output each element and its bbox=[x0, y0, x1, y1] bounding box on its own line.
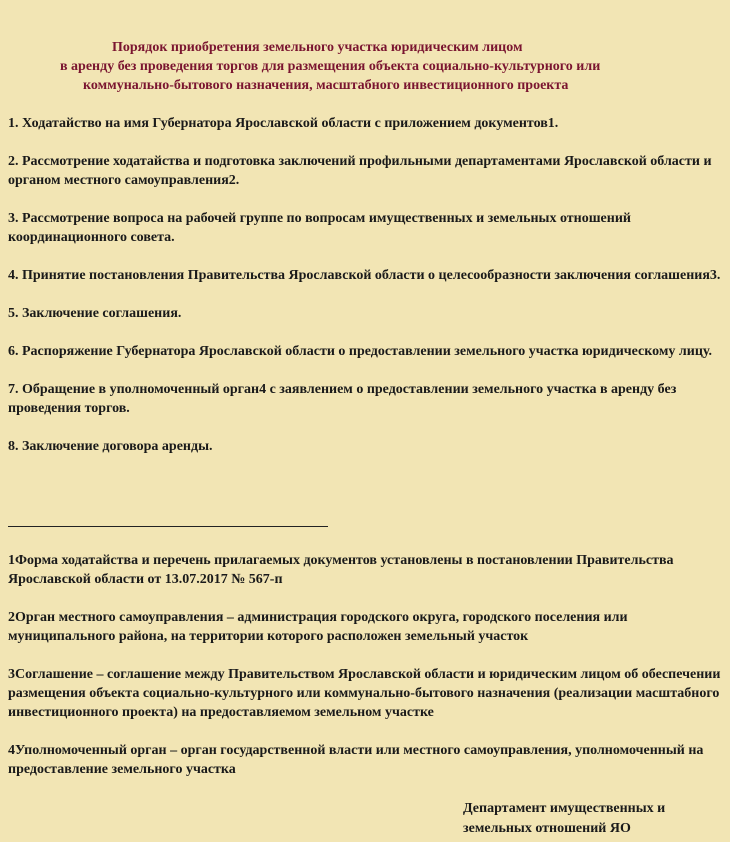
step-6: 6. Распоряжение Губернатора Ярославской области о предоставлении земельного участка юридическому лицу. bbox=[8, 344, 712, 359]
footnote-2: 2Орган местного самоуправления – администрация городского округа, городского поселения или муниципального района, на территории которого расположен земельный участок bbox=[8, 610, 628, 644]
step-8: 8. Заключение договора аренды. bbox=[8, 439, 213, 454]
procedure-steps bbox=[8, 114, 722, 475]
step-5: 5. Заключение соглашения. bbox=[8, 306, 182, 321]
step-7: 7. Обращение в уполномоченный орган4 с заявлением о предоставлении земельного участка в аренду без проведения торгов. bbox=[8, 382, 677, 416]
footnote-4: 4Уполномоченный орган – орган государственной власти или местного самоуправления, уполномоченный на предоставление земельного участка bbox=[8, 743, 704, 777]
signature-line-2: земельных отношений ЯО bbox=[463, 821, 631, 836]
footnote-1: 1Форма ходатайства и перечень прилагаемых документов установлены в постановлении Правительства Ярославской области от 13.07.2017 № 567-п bbox=[8, 553, 674, 587]
step-4: 4. Принятие постановления Правительства Ярославской области о целесообразности заключения соглашения3. bbox=[8, 268, 721, 283]
signature-line-1: Департамент имущественных и bbox=[463, 801, 666, 816]
title-line-1: Порядок приобретения земельного участка юридическим лицом bbox=[112, 40, 523, 55]
footnote-divider bbox=[8, 526, 328, 527]
title-line-2: в аренду без проведения торгов для размещения объекта социально-культурного или bbox=[60, 59, 601, 74]
title-line-3: коммунально-бытового назначения, масштабного инвестиционного проекта bbox=[83, 78, 569, 93]
signature-block bbox=[463, 799, 665, 839]
step-3: 3. Рассмотрение вопроса на рабочей группе по вопросам имущественных и земельных отношений координационного совета. bbox=[8, 211, 631, 245]
step-2: 2. Рассмотрение ходатайства и подготовка заключений профильными департаментами Ярославской области и органом местного самоуправления2. bbox=[8, 154, 712, 188]
footnote-3: 3Соглашение – соглашение между Правительством Ярославской области и юридическим лицом об обеспечении размещения объекта социально-культурного или коммунально-бытового назначения (реализации масштабного инвестиционного проекта) на предоставляемом земельном участке bbox=[8, 667, 721, 720]
footnotes bbox=[8, 551, 724, 798]
step-1: 1. Ходатайство на имя Губернатора Ярославской области с приложением документов1. bbox=[8, 116, 559, 131]
